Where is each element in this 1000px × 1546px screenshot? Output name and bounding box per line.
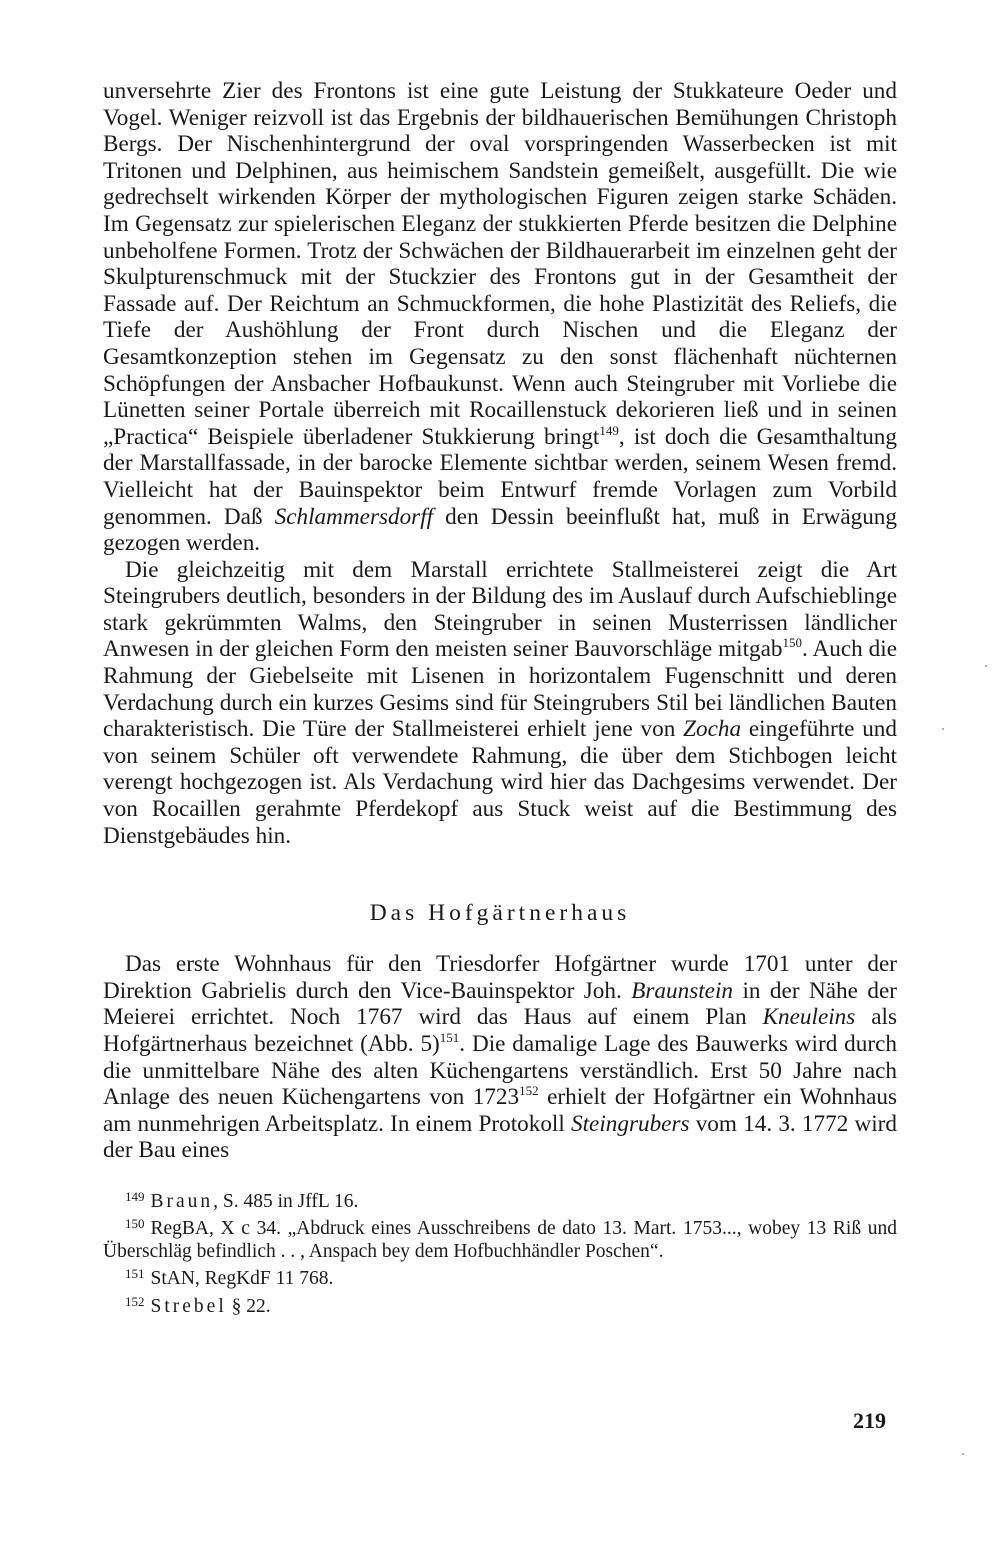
footnote: [103, 1291, 897, 1319]
paragraph-text: unversehrte Zier des Frontons ist eine gute Leistung der Stukkateure Oeder und Vogel. Weniger reizvoll ist das Ergebnis der bildhauerischen Bemühungen Christoph Bergs. Der Nischenhintergrund der oval vorspringenden Wasserbecken ist mit Tritonen und Delphinen, aus heimischem Sandstein gemeißelt, ausgefüllt. Die wie gedrechselt wirkenden Körper der mythologischen Figuren zeigen starke Schäden. Im Gegensatz zur spielerischen Eleganz der stukkierten Pferde besitzen die Delphine unbeholfene Formen. Trotz der Schwächen der Bildhauerarbeit im einzelnen geht der Skulpturenschmuck mit der Stuckzier des Frontons gut in der Gesamtheit der Fassade auf. Der Reichtum an Schmuckformen, die hohe Plastizität des Reliefs, die Tiefe der Aushöhlung der Front durch Nischen und die Eleganz der Gesamtkonzeption stehen im Gegensatz zu den sonst flächenhaft nüchternen Schöpfungen der Ansbacher Hofbaukunst. Wenn auch Steingruber mit Vorliebe die Lünetten seiner Portale überreich mit Rocaillenstuck dekorieren ließ und in seinen „Practica“ Beispiele überladener Stukkierung bringt: [103, 78, 897, 450]
paragraph-text: vom 14. 3. 1772 wird der Bau eines: [103, 1110, 897, 1164]
footnote: [103, 1263, 897, 1291]
italic-name: Kneuleins: [762, 1004, 856, 1031]
footnote-number: 149: [125, 1188, 145, 1204]
scan-speck: [985, 665, 987, 667]
footnote-text: StAN, RegKdF 11 768.: [150, 1268, 334, 1290]
paragraph-text: . Die damalige Lage des Bauwerks wird durch die unmittelbare Nähe des alten Küchengartens verständlich. Erst 50 Jahre nach Anlage des neuen Küchengartens von 1723: [103, 1031, 897, 1111]
footnote-ref: 149: [599, 422, 619, 438]
section-heading: Das Hofgärtnerhaus: [369, 900, 631, 927]
footnote-text: RegBA, X c 34. „Abdruck eines Ausschreibens de dato 13. Mart. 1753..., wobey 13 Riß und Überschläg befindlich . . , Anspach bey dem Hofbuchhändler Poschen“.: [103, 1218, 897, 1262]
footnote-ref: 150: [782, 635, 802, 651]
italic-name: Steingrubers: [571, 1110, 690, 1137]
italic-name: Braunstein: [631, 977, 733, 1004]
paragraph-2: [103, 557, 897, 850]
paragraph-text: . Auch die Rahmung der Giebelseite mit Lisenen in horizontalem Fugenschnitt und deren Verdachung durch ein kurzes Gesims sind für Steingrubers Stil bei ländlichen Bauten charakteristisch. Die Türe der Stallmeisterei erhielt jene von: [103, 636, 897, 743]
scan-speck: [962, 1453, 964, 1455]
footnote-ref: 151: [439, 1030, 460, 1045]
footnote-number: 151: [125, 1266, 145, 1282]
footnote-ref: 152: [519, 1083, 539, 1099]
italic-name: Schlammersdorff: [274, 503, 434, 530]
scan-speck: [942, 728, 944, 730]
footnote-number: 152: [125, 1293, 145, 1309]
paragraph-text: Die gleichzeitig mit dem Marstall errichtete Stallmeisterei zeigt die Art Steingrubers deutlich, besonders in der Bildung des im Auslauf durch Aufschieblinge stark gekrümmten Walms, den Steingruber in seinen Musterrissen ländlicher Anwesen in der gleichen Form den meisten seiner Bauvorschläge mitgab: [103, 556, 897, 663]
footnote-number: 150: [125, 1216, 145, 1232]
footnote: [103, 1186, 897, 1214]
footnote: [103, 1213, 897, 1263]
italic-name: Zocha: [683, 716, 742, 743]
footnotes: [103, 1186, 897, 1319]
paragraph-text: Das erste Wohnhaus für den Triesdorfer Hofgärtner wurde 1701 unter der Direktion Gabrielis durch den Vice-Bauinspektor Joh.: [103, 951, 897, 1004]
paragraph-text: in der Nähe der Meierei errichtet. Noch 1767 wird das Haus auf einem Plan: [103, 977, 897, 1031]
paragraph-1: [103, 78, 897, 557]
page-number: 219: [853, 1408, 886, 1433]
paragraph-3: [103, 951, 897, 1164]
footnote-text: , S. 485 in JffL 16.: [213, 1190, 359, 1212]
footnote-author: Braun: [150, 1190, 214, 1212]
paragraph-text: erhielt der Hofgärtner ein Wohnhaus am nunmehrigen Arbeitsplatz. In einem Protokoll: [103, 1084, 897, 1137]
paragraph-text: den Dessin beeinflußt hat, muß in Erwägung gezogen werden.: [103, 503, 897, 557]
paragraph-text: als Hofgärtnerhaus bezeichnet (Abb. 5): [103, 1004, 897, 1057]
page-content: [103, 78, 897, 1318]
footnote-text: § 22.: [226, 1295, 271, 1317]
paragraph-text: eingeführte und von seinem Schüler oft verwendete Rahmung, die über dem Stichbogen leicht verengt hochgezogen ist. Als Verdachung wird hier das Dachgesims verwendet. Der von Rocaillen gerahmte Pferdekopf aus Stuck weist auf die Bestimmung des Dienstgebäudes hin.: [103, 716, 897, 849]
footnote-author: Strebel: [150, 1295, 227, 1317]
paragraph-text: , ist doch die Gesamthaltung der Marstallfassade, in der barocke Elemente sichtbar werden, seinem Wesen fremd. Vielleicht hat der Bauinspektor beim Entwurf fremde Vorlagen zum Vorbild genommen. Daß: [103, 423, 897, 530]
